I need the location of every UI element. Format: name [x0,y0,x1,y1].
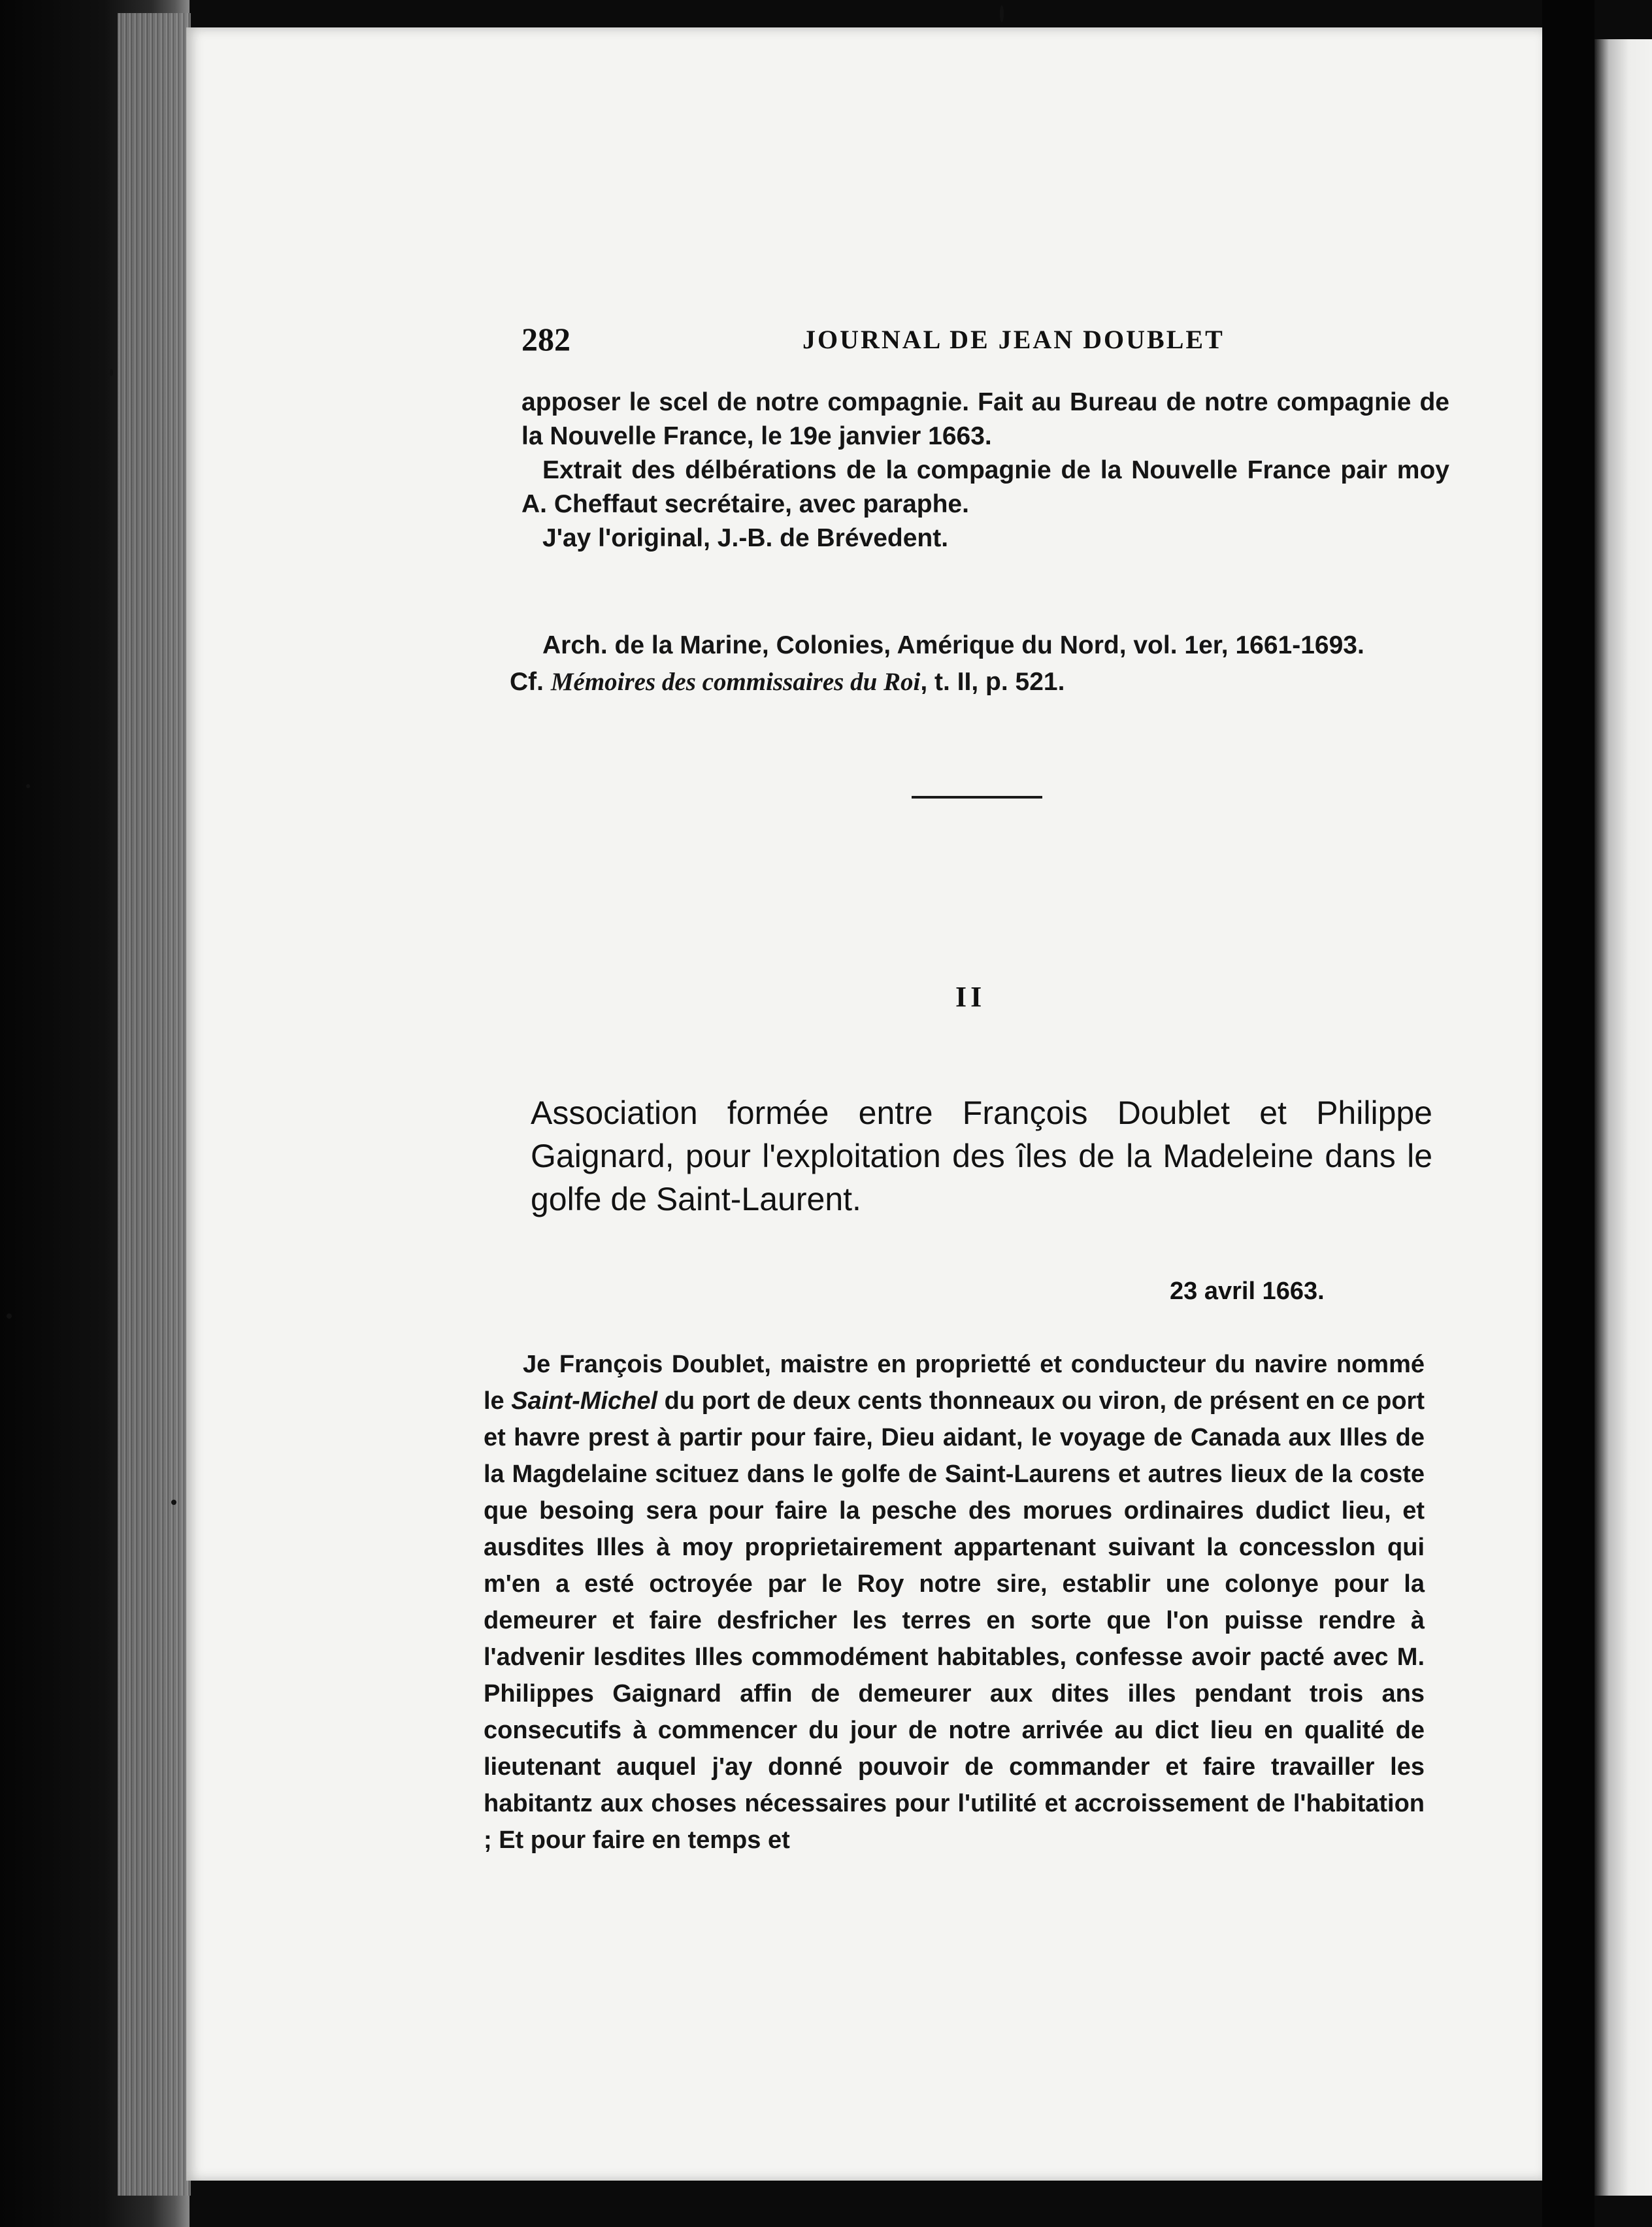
cf-title: Mémoires des commissaires du Roi [550,668,921,696]
text-line: apposer le scel de notre compagnie. Fait au Bureau de notre compagnie de la Nouvelle France, le 19e janvier 1663. [521,388,1449,450]
body-paragraph [484,1346,1425,1858]
continued-text [521,386,1449,555]
text-line: Extrait des délbérations de la compagnie de la Nouvelle France pair moy A. Cheffaut secrétaire, avec paraphe. [521,456,1449,518]
body-text [484,1346,1425,1858]
page-stack-edge [118,13,191,2196]
section-date: 23 avril 1663. [1170,1278,1325,1305]
scan-speck [110,369,113,376]
next-page-edge [1594,39,1652,2196]
text-line: J'ay l'original, J.-B. de Brévedent. [542,524,949,552]
cf-prefix: Cf. [510,668,544,696]
archive-references [510,627,1451,701]
section-title: Association formée entre François Doublet et Philippe Gaignard, pour l'exploitation des îles de la Madeleine dans le golfe de Saint-Laurent. [531,1095,1432,1217]
scan-speck [26,784,30,788]
section-divider [912,796,1042,799]
scan-speck [1000,5,1004,22]
archive-reference: Arch. de la Marine, Colonies, Amérique du Nord, vol. 1er, 1661-1693. [542,631,1364,659]
scan-speck [7,1313,12,1319]
body-part: Je François Doublet, maistre en proprietté et conducteur du navire nommé le [484,1351,1425,1415]
ship-name: Saint-Michel [511,1387,658,1415]
scan-speck [171,1500,176,1505]
body-part: du port de deux cents thonneaux ou viron, de présent en ce port et havre prest à partir pour faire, Dieu aidant, le voyage de Canada aux Illes de la Magdelaine scituez dans le golfe de Saint-Laurens et autres lieux de la coste que besoing sera pour faire la pesche des morues ordinaires dudict lieu, et ausdites Illes à moy proprietairement appartenant suivant la concesslon qui m'en a esté octroyée par le Roy notre sire, establir une colonye pour la demeurer et faire desfricher les terres en sorte que l'on puisse rendre à l'advenir lesdites Illes commodément habitables, confesse avoir pacté avec M. Philippes Gaignard affin de demeurer aux dites illes pendant trois ans consecutifs à commencer du jour de notre arrivée au dict lieu en qualité de lieutenant auquel j'ay donné pouvoir de commander et faire travailler les habitantz aux choses nécessaires pour l'utilité et accroissement de l'habitation ; Et pour faire en temps et [484,1387,1425,1854]
cf-suffix: , t. II, p. 521. [920,668,1065,696]
running-head [521,320,1449,372]
section-number: II [955,981,986,1013]
running-title: JOURNAL DE JEAN DOUBLET [802,325,1225,354]
cf-reference [510,664,1451,701]
page-number: 282 [521,321,570,357]
gutter-shadow [1542,0,1594,2227]
